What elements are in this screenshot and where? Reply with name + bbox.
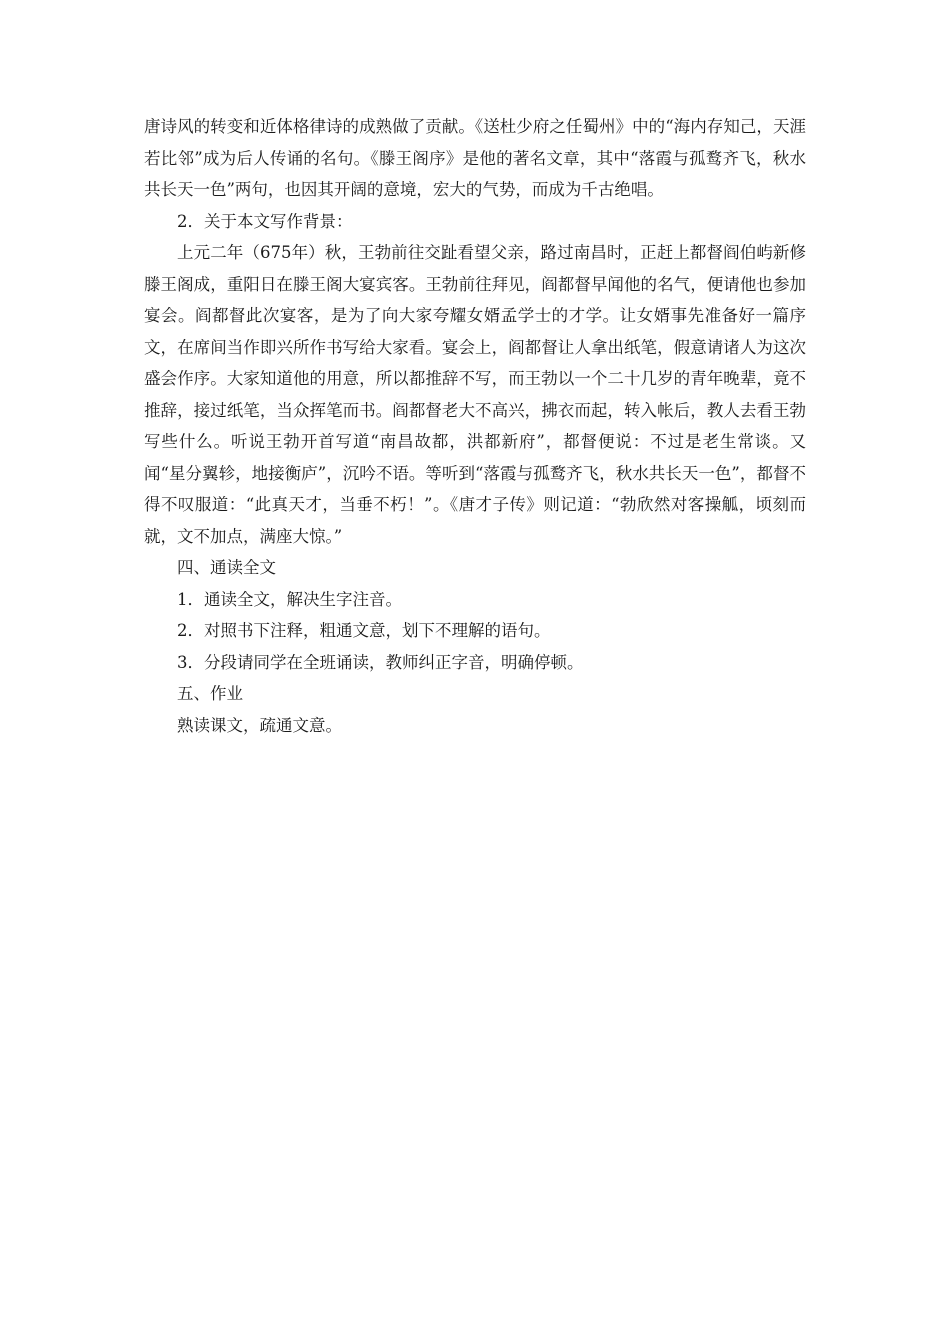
paragraph-background-body: 上元二年（675年）秋，王勃前往交趾看望父亲，路过南昌时，正赶上都督阎伯屿新修滕王阁成，重阳日在滕王阁大宴宾客。王勃前往拜见，阎都督早闻他的名气，便请他也参加宴会。阎都督此次宴客，是为了向大家夸耀女婿孟学士的才学。让女婿事先准备好一篇序文，在席间当作即兴所作书写给大家看。宴会上，阎都督让人拿出纸笔，假意请诸人为这次盛会作序。大家知道他的用意，所以都推辞不写，而王勃以一个二十几岁的青年晚辈，竟不推辞，接过纸笔，当众挥笔而书。阎都督老大不高兴，拂衣而起，转入帐后，教人去看王勃写些什么。听说王勃开首写道“南昌故都，洪都新府”，都督便说：不过是老生常谈。又闻“星分翼轸，地接衡庐”，沉吟不语。等听到“落霞与孤鹜齐飞，秋水共长天一色”，都督不得不叹服道：“此真天才，当垂不朽！”。《唐才子传》则记道：“勃欣然对客操觚，顷刻而就，文不加点，满座大惊。” <box>144 243 806 546</box>
homework-text: 熟读课文，疏通文意。 <box>177 715 342 735</box>
section-five-heading: 五、作业 <box>177 684 243 703</box>
section-four-heading: 四、通读全文 <box>177 558 276 577</box>
reading-step-3: 3．分段请同学在全班诵读，教师纠正字音，明确停顿。 <box>177 652 584 672</box>
reading-step-2: 2．对照书下注释，粗通文意，划下不理解的语句。 <box>177 621 551 640</box>
reading-step-1: 1．通读全文，解决生字注音。 <box>177 589 402 609</box>
paragraph-background-heading: 2．关于本文写作背景： <box>177 211 353 231</box>
document-body <box>144 111 806 741</box>
paragraph-intro-continued: 唐诗风的转变和近体格律诗的成熟做了贡献。《送杜少府之任蜀州》中的“海内存知己，天涯若比邻”成为后人传诵的名句。《滕王阁序》是他的著名文章，其中“落霞与孤鹜齐飞，秋水共长天一色”两句，也因其开阔的意境，宏大的气势，而成为千古绝唱。 <box>144 117 806 199</box>
